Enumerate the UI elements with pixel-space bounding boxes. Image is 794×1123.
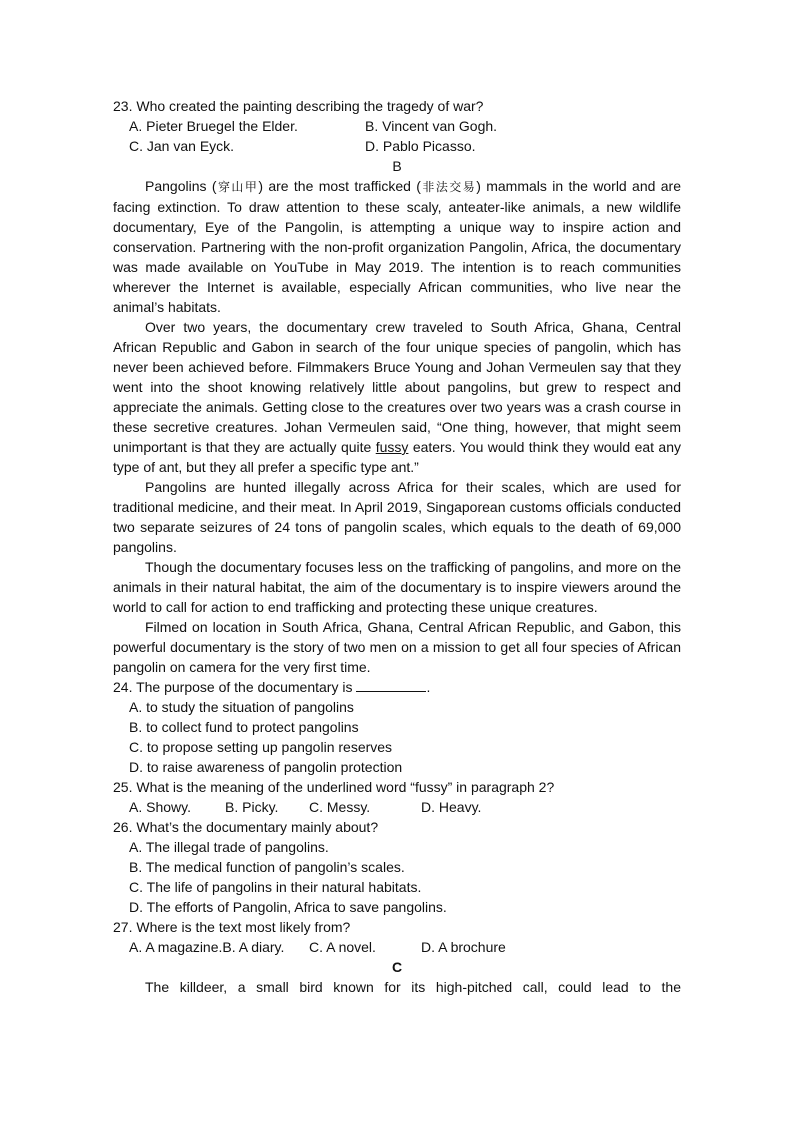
q25-option-d: D. Heavy. (421, 799, 482, 815)
q27-options-row (113, 937, 681, 957)
q27-stem: 27. Where is the text most likely from? (113, 919, 351, 935)
q23-option-a: A. Pieter Bruegel the Elder. (129, 118, 298, 134)
q26-stem: 26. What’s the documentary mainly about? (113, 819, 379, 835)
q26-option-b: B. The medical function of pangolin’s scales. (129, 859, 405, 875)
q26-option-a: A. The illegal trade of pangolins. (129, 839, 329, 855)
underlined-word-fussy: fussy (375, 439, 409, 455)
section-b-heading: B (392, 158, 402, 174)
passage-b-paragraph-3: Pangolins are hunted illegally across Africa for their scales, which are used for traditional medicine, and their meat. In April 2019, Singaporean customs officials conducted two separate seizures of 24 tons of pangolin scales, which equals to the death of 69,000 pangolins. (113, 479, 681, 555)
q24-stem: 24. The purpose of the documentary is (113, 679, 353, 695)
exam-page (113, 96, 681, 997)
q27-options-a-b: A. A magazine.B. A diary. (129, 939, 285, 955)
q24-stem-line: 24. The purpose of the documentary is . (113, 679, 431, 695)
q23-options-row-2 (113, 136, 681, 156)
passage-b-paragraph-2: Over two years, the documentary crew traveled to South Africa, Ghana, Central African Republic and Gabon in search of the four unique species of pangolin, which has never been achieved before. Filmmakers Bruce Young and Johan Vermeulen say that they went into the shoot knowing relatively little about pangolins, but grew to respect and appreciate the animals. Getting close to the creatures over two years was a crash course in these secretive creatures. Johan Vermeulen said, “One thing, however, that might seem unimportant is that they are actually quite fussy eaters. You would think they would eat any type of ant, but they all prefer a specific type ant.” (113, 319, 681, 475)
cjk-pangolin: 穿山甲 (216, 180, 259, 194)
section-c-heading: C (391, 959, 403, 975)
q23-stem: 23. Who created the painting describing the tragedy of war? (113, 98, 484, 114)
q25-option-b: B. Picky. (225, 799, 279, 815)
passage-b-paragraph-5: Filmed on location in South Africa, Ghana, Central African Republic, and Gabon, this powerful documentary is the story of two men on a mission to get all four species of African pangolin on camera for the very first time. (113, 619, 681, 675)
q26-option-c: C. The life of pangolins in their natural habitats. (129, 879, 422, 895)
q23-option-c: C. Jan van Eyck. (129, 138, 235, 154)
passage-b-paragraph-1: Pangolins (穿山甲) are the most trafficked (非法交易) mammals in the world and are facing extinction. To draw attention to these scaly, anteater-like animals, a new wildlife documentary, Eye of the Pangolin, is attempting a unique way to inspire action and conservation. Partnering with the non-profit organization Pangolin, Africa, the documentary was made available on YouTube in May 2019. The intention is to reach communities wherever the Internet is available, especially African communities, who live near the animal’s habitats. (113, 178, 681, 315)
cjk-trafficked: 非法交易 (420, 180, 477, 194)
passage-c-paragraph-1: The killdeer, a small bird known for its high-pitched call, could lead to the (145, 979, 681, 995)
passage-b-paragraph-4: Though the documentary focuses less on the trafficking of pangolins, and more on the animals in their natural habitat, the aim of the documentary is to inspire viewers around the world to call for action to end trafficking and protecting these unique creatures. (113, 559, 681, 615)
q25-option-c: C. Messy. (309, 799, 371, 815)
q25-option-a: A. Showy. (129, 799, 191, 815)
q26-option-d: D. The efforts of Pangolin, Africa to save pangolins. (129, 899, 447, 915)
q24-option-a: A. to study the situation of pangolins (129, 699, 354, 715)
q24-option-c: C. to propose setting up pangolin reserves (129, 739, 393, 755)
q25-stem: 25. What is the meaning of the underlined word “fussy” in paragraph 2? (113, 779, 555, 795)
q27-option-d: D. A brochure (421, 939, 506, 955)
q24-answer-blank (356, 677, 426, 692)
q25-options-row (113, 797, 681, 817)
q23-option-b: B. Vincent van Gogh. (365, 118, 498, 134)
q23-option-d: D. Pablo Picasso. (365, 138, 476, 154)
q24-option-d: D. to raise awareness of pangolin protection (129, 759, 403, 775)
q23-options-row-1 (113, 116, 681, 136)
q27-option-c: C. A novel. (309, 939, 376, 955)
q24-option-b: B. to collect fund to protect pangolins (129, 719, 359, 735)
